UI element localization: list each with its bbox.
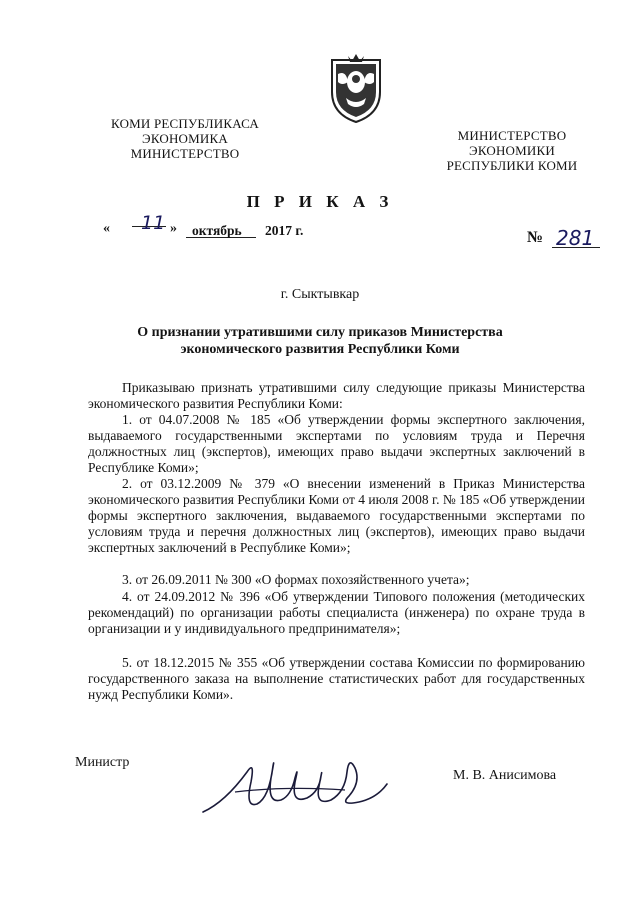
body-intro: Приказываю признать утратившими силу следующие приказы Министерства экономического развития Республики Коми:	[88, 380, 585, 411]
document-title: П Р И К А З	[246, 192, 394, 211]
date-close-quote: »	[170, 221, 177, 236]
order-subject	[0, 324, 640, 358]
signatory-position: Министр	[75, 755, 130, 770]
subject-line: О признании утратившими силу приказов Министерства	[137, 325, 503, 340]
header-right-line: РЕСПУБЛИКИ КОМИ	[446, 158, 578, 173]
date-open-quote: «	[103, 221, 110, 236]
header-right	[432, 128, 592, 173]
date-day: 11	[141, 212, 166, 234]
date-month: октябрь	[192, 223, 242, 238]
header-right-line: ЭКОНОМИКИ	[469, 143, 555, 158]
body-item-2: 2. от 03.12.2009 № 379 «О внесении изменений в Приказ Министерства экономического развития Республики Коми от 4 июля 2008 г. № 185 «Об утверждении формы экспертного заключения, выдаваемого государственными экспертами по условиям труда и перечня должностных лиц (экспертов), имеющих право выдачи экспертных заключений в Республике Коми»;	[88, 476, 585, 555]
coat-of-arms-emblem	[326, 52, 386, 124]
header-left-line: МИНИСТЕРСТВО	[130, 146, 240, 161]
city: г. Сыктывкар	[280, 287, 360, 302]
header-right-line: МИНИСТЕРСТВО	[457, 128, 567, 143]
body-item-3: 3. от 26.09.2011 № 300 «О формах похозяйственного учета»;	[122, 572, 470, 587]
body-item-1: 1. от 04.07.2008 № 185 «Об утверждении формы экспертного заключения, выдаваемого государственными экспертами по условиям труда и Перечня должностных лиц (экспертов), имеющих право выдачи экспертных заключений в Республике Коми»;	[88, 412, 585, 475]
header-left	[105, 116, 265, 161]
header-left-line: КОМИ РЕСПУБЛИКАСА	[111, 116, 259, 131]
order-number-value: 281	[556, 226, 595, 250]
header-left-line: ЭКОНОМИКА	[142, 131, 228, 146]
body-item-5: 5. от 18.12.2015 № 355 «Об утверждении состава Комиссии по формированию государственного заказа на выполнение статистических работ для государственных нужд Республики Коми».	[88, 655, 585, 702]
date-year: 2017 г.	[265, 223, 304, 238]
order-number-label: №	[527, 229, 544, 246]
signatory-name: М. В. Анисимова	[453, 768, 557, 783]
subject-line: экономического развития Республики Коми	[180, 342, 460, 357]
handwritten-signature	[195, 742, 395, 828]
body-item-4: 4. от 24.09.2012 № 396 «Об утверждении Типового положения (методических рекомендаций) по организации работы специалиста (инженера) по охране труда в организации и у индивидуального предпринимателя»;	[88, 589, 585, 636]
